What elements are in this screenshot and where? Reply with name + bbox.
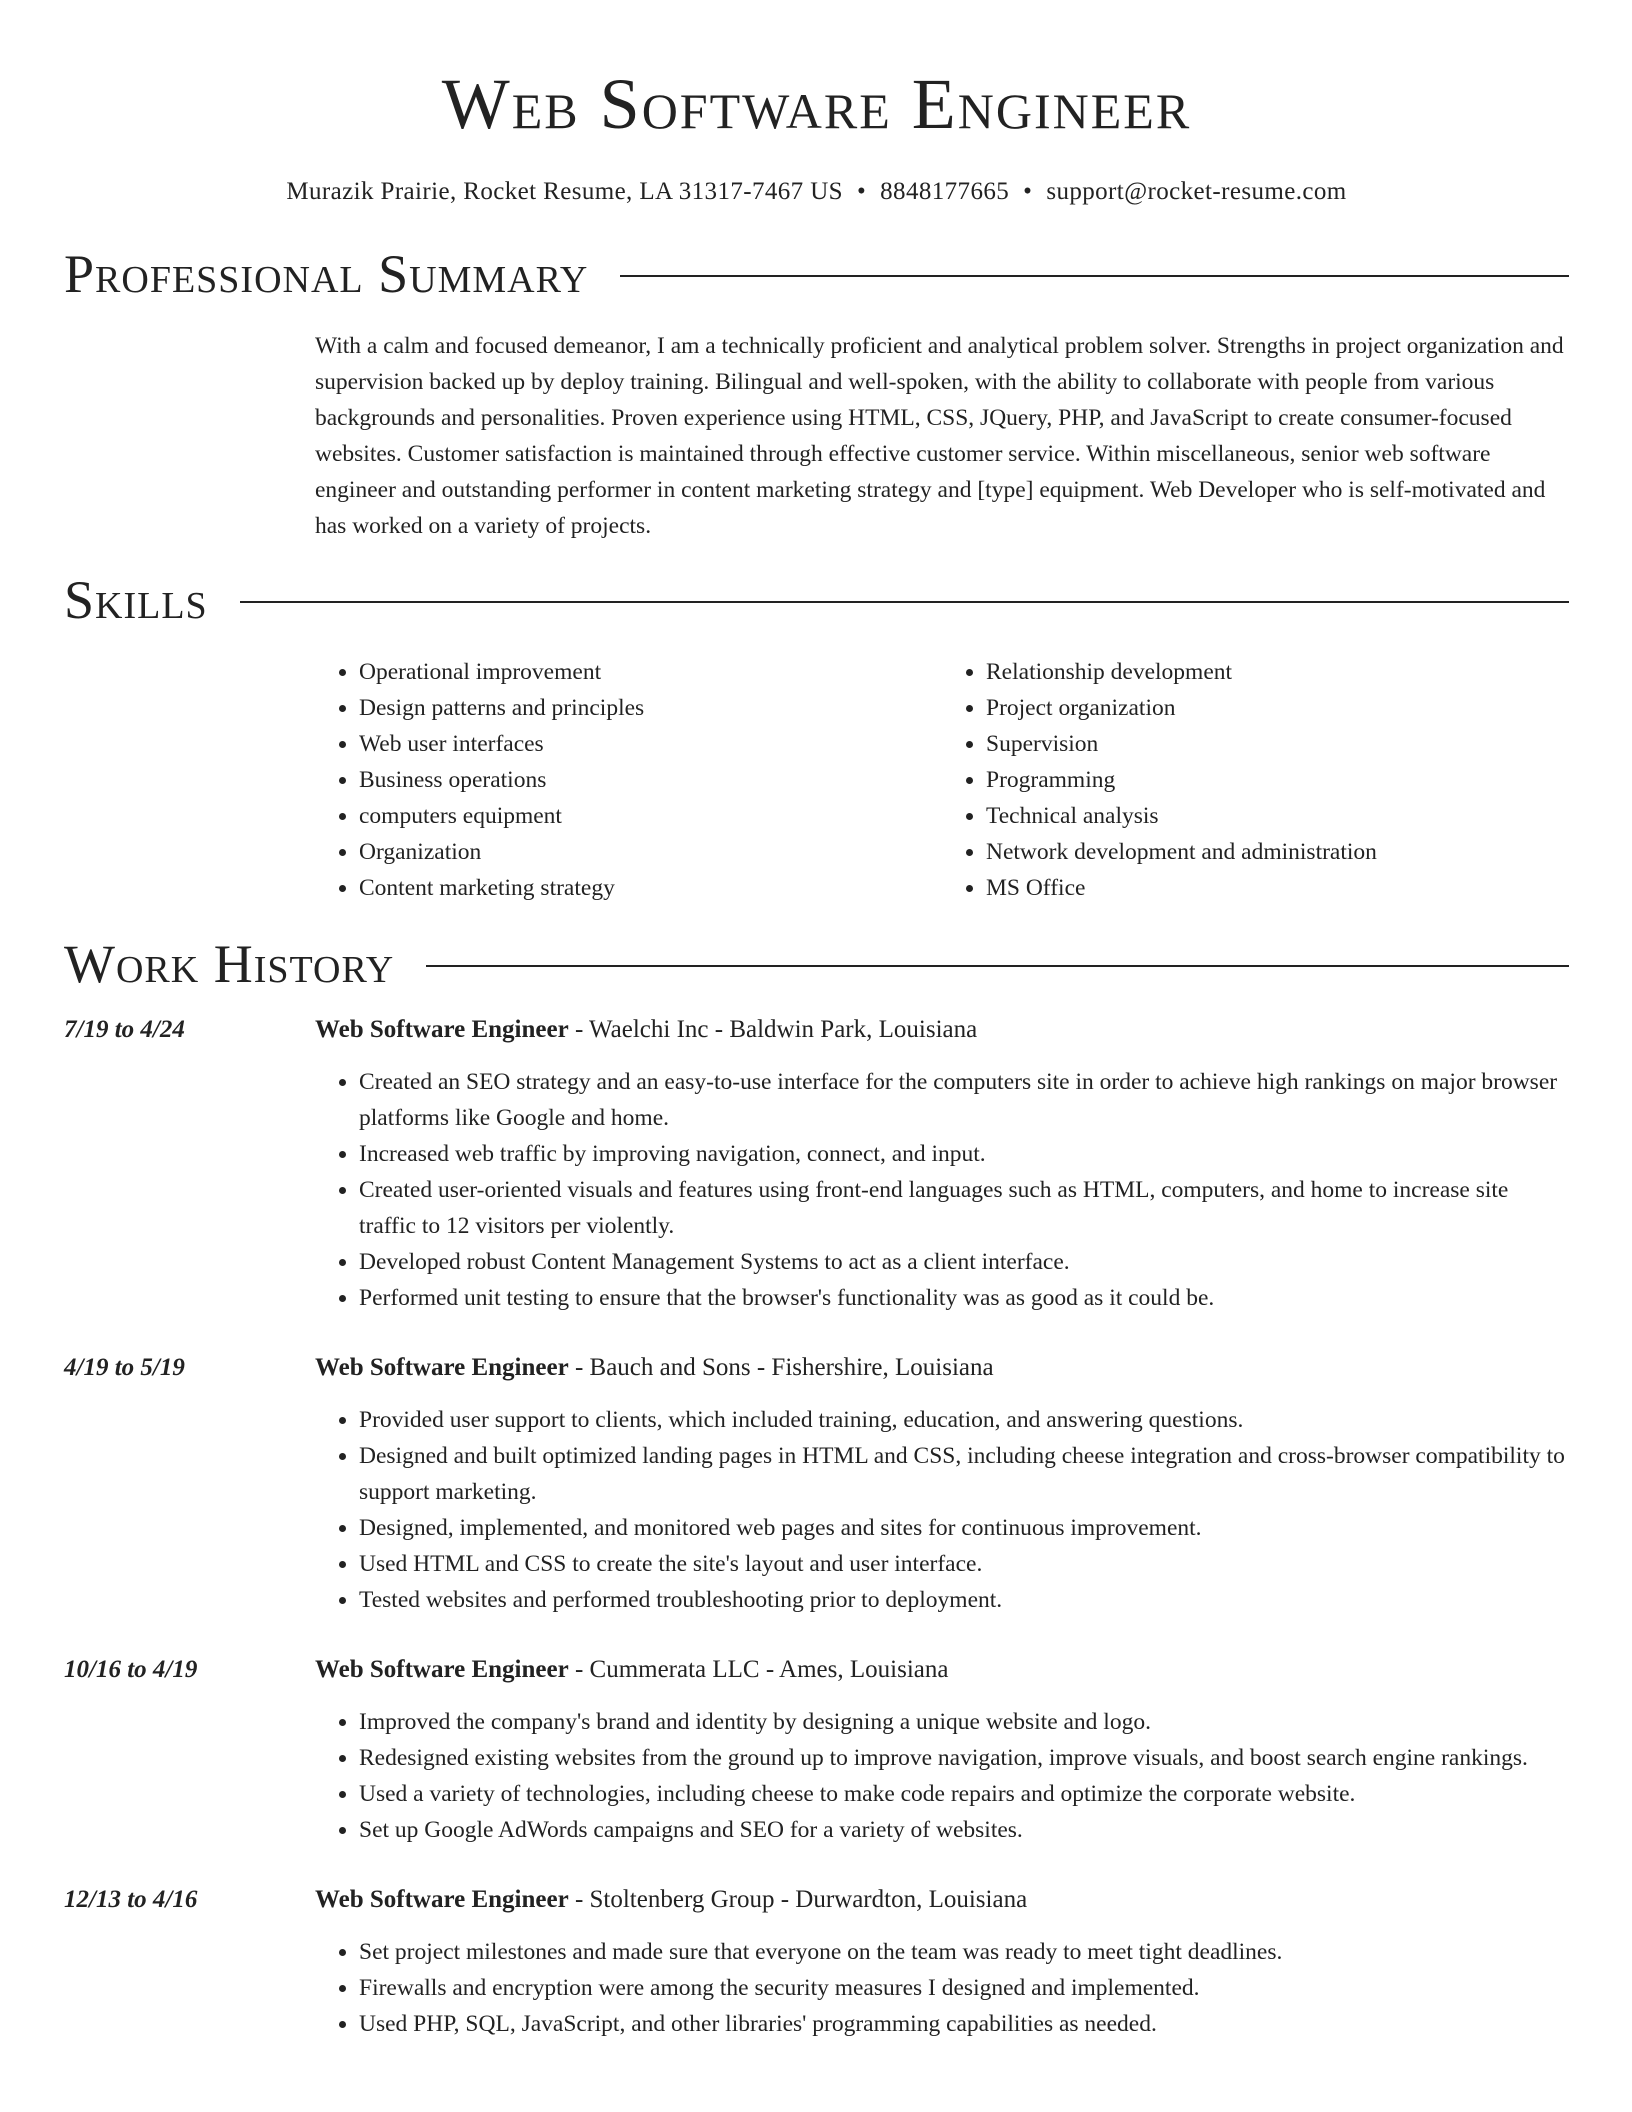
job-title: Web Software Engineer (315, 1016, 569, 1043)
work-heading: Work History (64, 934, 395, 994)
job-role (315, 1350, 994, 1386)
job-entry (64, 1882, 1569, 2042)
job-bullet: • Set up Google AdWords campaigns and SEO for a variety of websites. (359, 1812, 1569, 1848)
job-bullet: • Used PHP, SQL, JavaScript, and other libraries' programming capabilities as needed. (359, 2006, 1569, 2042)
job-bullet: • Developed robust Content Management Systems to act as a client interface. (359, 1244, 1569, 1280)
skills-list (315, 654, 1569, 906)
job-title: Web Software Engineer (315, 1886, 569, 1913)
job-dates: 12/13 to 4/16 (64, 1886, 198, 1913)
job-entry (64, 1012, 1569, 1316)
section-divider (620, 275, 1569, 277)
resume-page (64, 0, 1569, 2042)
job-header (64, 1882, 1569, 1918)
job-details: - Waelchi Inc - Baldwin Park, Louisiana (568, 1016, 978, 1043)
job-bullet: • Created an SEO strategy and an easy-to-use interface for the computers site in order to achieve high rankings on major browser platforms like Google and home. (359, 1064, 1569, 1136)
job-bullet: • Performed unit testing to ensure that the browser's functionality was as good as it could be. (359, 1280, 1569, 1316)
section-divider (426, 965, 1569, 967)
job-bullet: • Firewalls and encryption were among the security measures I designed and implemented. (359, 1970, 1569, 2006)
job-bullet: • Used HTML and CSS to create the site's layout and user interface. (359, 1546, 1569, 1582)
job-bullet: • Tested websites and performed troubleshooting prior to deployment. (359, 1582, 1569, 1618)
skill-item: • Technical analysis (986, 798, 1569, 834)
skill-item: • Web user interfaces (359, 726, 942, 762)
job-bullets (315, 1402, 1569, 1618)
job-bullet: • Set project milestones and made sure that everyone on the team was ready to meet tight deadlines. (359, 1934, 1569, 1970)
skill-item: • Relationship development (986, 654, 1569, 690)
job-bullet: • Created user-oriented visuals and features using front-end languages such as HTML, computers, and home to increase site traffic to 12 visitors per violently. (359, 1172, 1569, 1244)
summary-text: With a calm and focused demeanor, I am a technically proficient and analytical problem solver. Strengths in project organization and supervision backed up by deploy training. Bilingual and well-spoken, with the ability to collaborate with people from various backgrounds and personalities. Proven experience using HTML, CSS, JQuery, PHP, and JavaScript to create consumer-focused websites. Customer satisfaction is maintained through effective customer service. Within miscellaneous, senior web software engineer and outstanding performer in content marketing strategy and [type] equipment. Web Developer who is self-motivated and has worked on a variety of projects. (315, 333, 1564, 539)
address: Murazik Prairie, Rocket Resume, LA 31317-7467 US (286, 178, 843, 205)
job-bullets (315, 1934, 1569, 2042)
skill-item: • Project organization (986, 690, 1569, 726)
job-dates: 4/19 to 5/19 (64, 1354, 185, 1381)
job-details: - Bauch and Sons - Fishershire, Louisiana (568, 1354, 994, 1381)
skills-section-header (64, 568, 1569, 632)
job-bullets (315, 1704, 1569, 1848)
separator-dot: • (1023, 178, 1033, 205)
skill-item: • Network development and administration (986, 834, 1569, 870)
work-section-header (64, 932, 1569, 996)
skill-item: • Supervision (986, 726, 1569, 762)
job-bullet: • Improved the company's brand and identity by designing a unique website and logo. (359, 1704, 1569, 1740)
skill-item: • MS Office (986, 870, 1569, 906)
job-role (315, 1012, 977, 1048)
job-bullets (315, 1064, 1569, 1316)
job-role (315, 1652, 948, 1688)
job-entry (64, 1652, 1569, 1848)
summary-heading: Professional Summary (64, 244, 589, 304)
job-bullet: • Designed, implemented, and monitored web pages and sites for continuous improvement. (359, 1510, 1569, 1546)
job-role (315, 1882, 1027, 1918)
skill-item: • Programming (986, 762, 1569, 798)
job-dates: 7/19 to 4/24 (64, 1016, 185, 1043)
job-bullet: • Increased web traffic by improving navigation, connect, and input. (359, 1136, 1569, 1172)
email: support@rocket-resume.com (1046, 178, 1347, 205)
summary-section (315, 328, 1569, 544)
skill-item: • Design patterns and principles (359, 690, 942, 726)
job-bullet: • Redesigned existing websites from the ground up to improve navigation, improve visuals, and boost search engine rankings. (359, 1740, 1569, 1776)
skill-item: • Organization (359, 834, 942, 870)
job-bullet: • Designed and built optimized landing pages in HTML and CSS, including cheese integration and cross-browser compatibility to support marketing. (359, 1438, 1569, 1510)
job-header (64, 1652, 1569, 1688)
contact-line (64, 176, 1569, 208)
job-bullet: • Provided user support to clients, which included training, education, and answering questions. (359, 1402, 1569, 1438)
job-header (64, 1012, 1569, 1048)
skills-heading: Skills (64, 570, 208, 630)
skill-item: • Content marketing strategy (359, 870, 942, 906)
job-title: Web Software Engineer (315, 1656, 569, 1683)
skills-column-left (315, 654, 942, 906)
job-entry (64, 1350, 1569, 1618)
job-header (64, 1350, 1569, 1386)
skill-item: • Business operations (359, 762, 942, 798)
separator-dot: • (857, 178, 867, 205)
job-dates: 10/16 to 4/19 (64, 1656, 198, 1683)
skill-item: • computers equipment (359, 798, 942, 834)
job-bullet: • Used a variety of technologies, including cheese to make code repairs and optimize the corporate website. (359, 1776, 1569, 1812)
job-details: - Cummerata LLC - Ames, Louisiana (568, 1656, 949, 1683)
section-divider (240, 601, 1569, 603)
summary-section-header (64, 242, 1569, 306)
job-title: Web Software Engineer (315, 1354, 569, 1381)
candidate-name: Web Software Engineer (441, 64, 1192, 144)
job-details: - Stoltenberg Group - Durwardton, Louisiana (568, 1886, 1028, 1913)
skill-item: • Operational improvement (359, 654, 942, 690)
skills-column-right (942, 654, 1569, 906)
phone: 8848177665 (880, 178, 1010, 205)
